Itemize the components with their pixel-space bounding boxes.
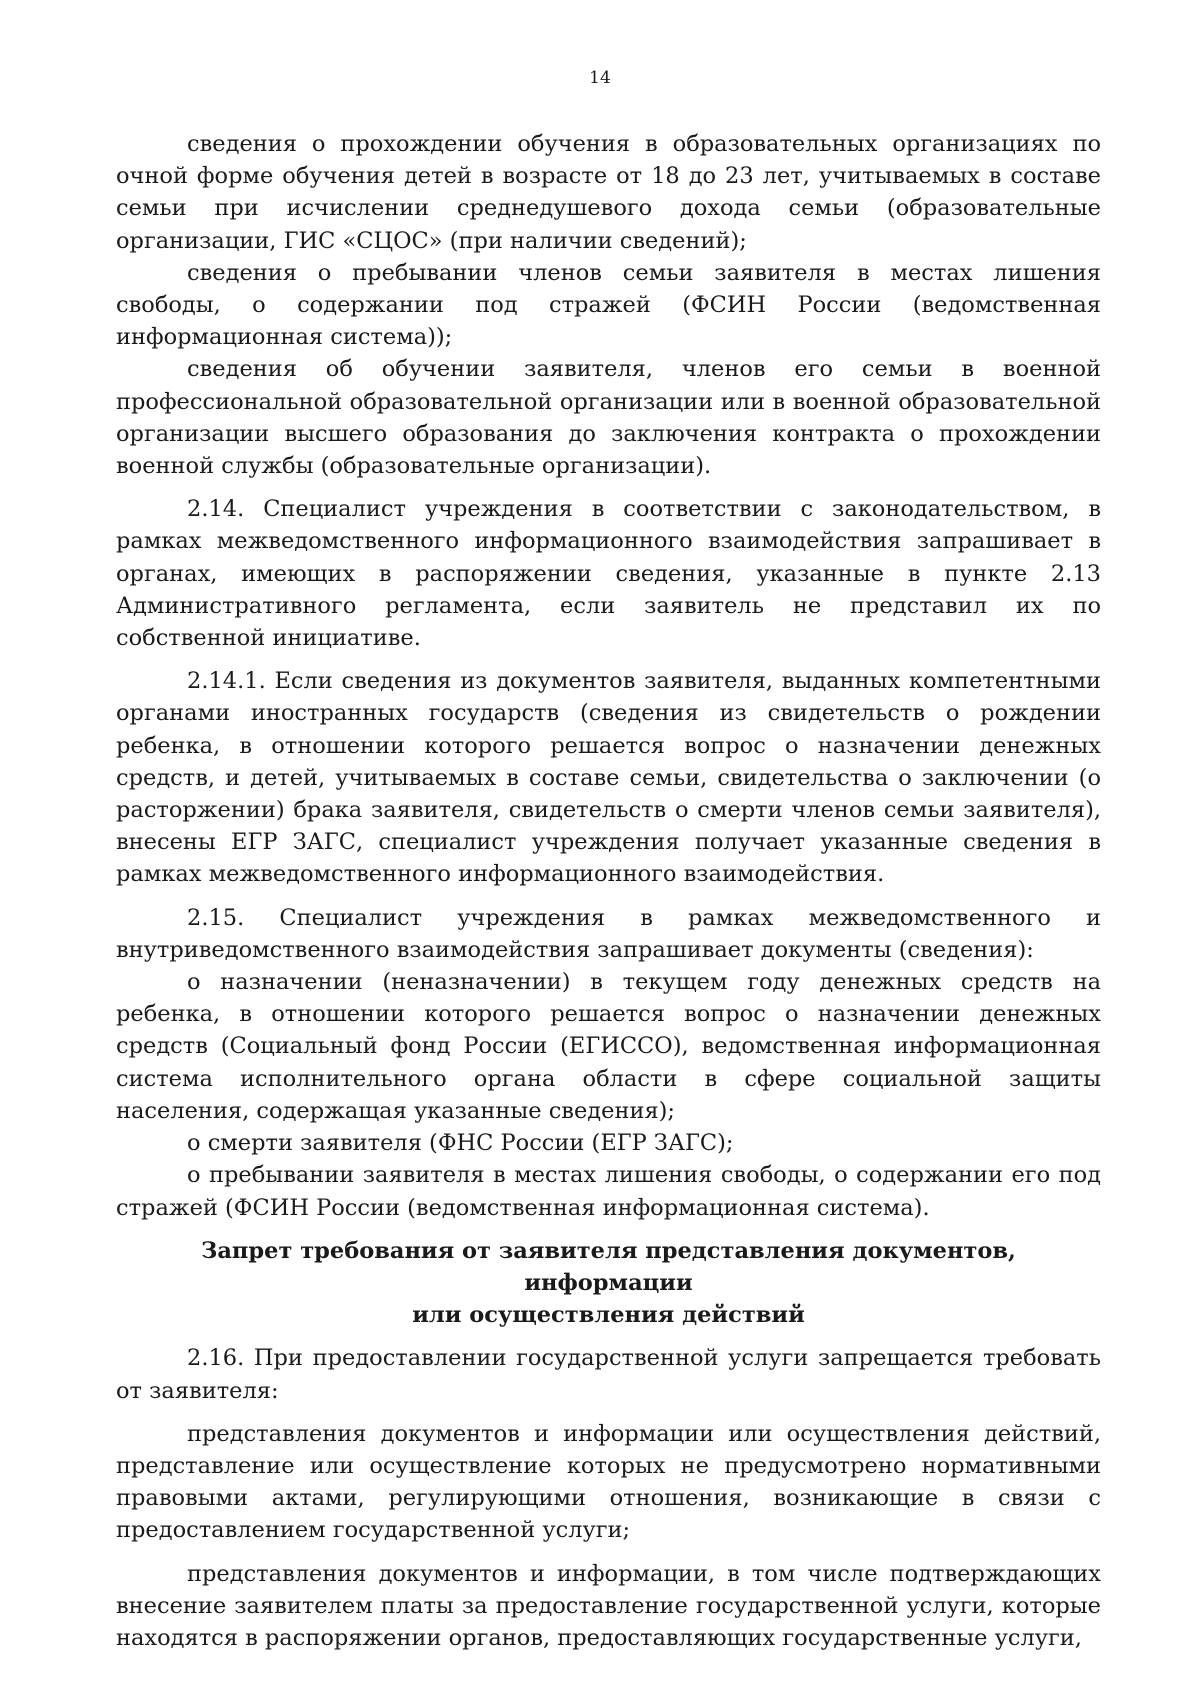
page-number: 14	[589, 68, 611, 88]
paragraph-applicant-death: о смерти заявителя (ФНС России (ЕГР ЗАГС);	[187, 1130, 734, 1157]
paragraph-funds-assignment: о назначении (неназначении) в текущем году денежных средств на ребенка, в отношении которого решается вопрос о назначении денежных средств (Социальный фонд России (ЕГИССО), ведомственная информационная система исполнительного органа области в сфере социальной защиты населения, содержащая указанные сведения);	[116, 969, 1101, 1124]
paragraph-2-16: 2.16. При предоставлении государственной услуги запрещается требовать от заявителя:	[116, 1345, 1101, 1404]
section-heading-line-2: или осуществления действий	[412, 1302, 805, 1329]
section-heading	[116, 1235, 1101, 1332]
paragraph-2-15: 2.15. Специалист учреждения в рамках межведомственного и внутриведомственного взаимодействия запрашивает документы (сведения):	[116, 904, 1101, 963]
paragraph-imprisonment-family: сведения о пребывании членов семьи заявителя в местах лишения свободы, о содержании под стражей (ФСИН России (ведомственная информационная система));	[116, 259, 1101, 351]
paragraph-documents-actions: представления документов и информации или осуществления действий, представление или осуществление которых не предусмотрено нормативными правовыми актами, регулирующими отношения, возникающие в связи с предоставлением государственной услуги;	[116, 1420, 1101, 1544]
paragraph-documents-payment: представления документов и информации, в том числе подтверждающих внесение заявителем платы за предоставление государственной услуги, которые находятся в распоряжении органов, предоставляющих государственные услуги,	[116, 1560, 1101, 1651]
paragraph-military-education: сведения об обучении заявителя, членов его семьи в военной профессиональной образовательной организации или в военной образовательной организации высшего образования до заключения контракта о прохождении военной службы (образовательные организации).	[116, 356, 1101, 480]
paragraph-2-14-1: 2.14.1. Если сведения из документов заявителя, выданных компетентными органами иностранных государств (сведения из свидетельств о рождении ребенка, в отношении которого решается вопрос о назначении денежных средств, и детей, учитываемых в составе семьи, свидетельства о заключении (о расторжении) брака заявителя, свидетельств о смерти членов семьи заявителя), внесены ЕГР ЗАГС, специалист учреждения получает указанные сведения в рамках межведомственного информационного взаимодействия.	[116, 668, 1101, 888]
paragraph-2-14: 2.14. Специалист учреждения в соответствии с законодательством, в рамках межведомственного информационного взаимодействия запрашивает в органах, имеющих в распоряжении сведения, указанные в пункте 2.13 Административного регламента, если заявитель не представил их по собственной инициативе.	[116, 496, 1101, 652]
section-heading-line-1: Запрет требования от заявителя представления документов, информации	[201, 1237, 1016, 1296]
paragraph-study-info: сведения о прохождении обучения в образовательных организациях по очной форме обучения детей в возрасте от 18 до 23 лет, учитываемых в составе семьи при исчислении среднедушевого дохода семьи (образовательные организации, ГИС «СЦОС» (при наличии сведений);	[116, 131, 1101, 254]
document-body	[116, 128, 1101, 1654]
paragraph-applicant-imprisonment: о пребывании заявителя в местах лишения свободы, о содержании его под стражей (ФСИН России (ведомственная информационная система).	[116, 1162, 1101, 1221]
